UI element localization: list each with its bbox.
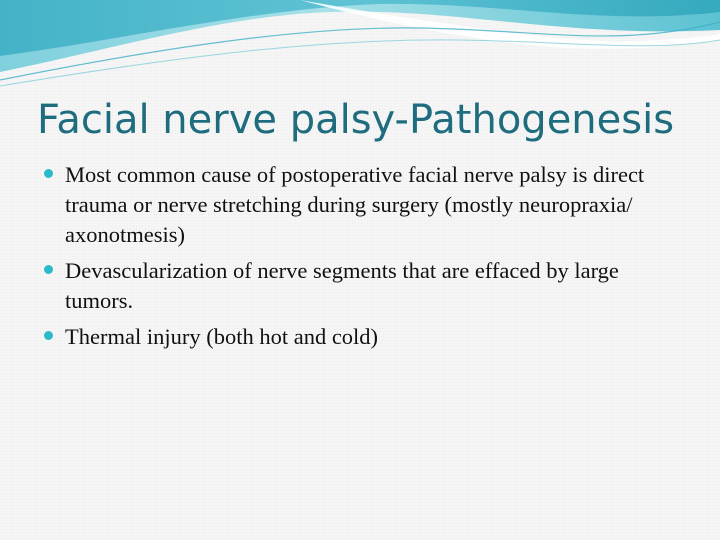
- bullet-dot-icon: [44, 265, 53, 274]
- bullet-item: [44, 322, 674, 352]
- bullet-dot-icon: [44, 331, 53, 340]
- bullet-text: Devascularization of nerve segments that are effaced by large tumors.: [65, 258, 619, 313]
- bullet-item: [44, 256, 674, 316]
- bullet-list: [44, 160, 674, 358]
- bullet-text: Most common cause of postoperative facial nerve palsy is direct trauma or nerve stretching during surgery (mostly neuropraxia/ axonotmesis): [65, 162, 645, 247]
- bullet-item: [44, 160, 674, 250]
- slide-title: Facial nerve palsy-Pathogenesis: [37, 97, 675, 143]
- bullet-dot-icon: [44, 169, 53, 178]
- header-wave-decoration: [0, 0, 720, 90]
- bullet-text: Thermal injury (both hot and cold): [65, 324, 379, 349]
